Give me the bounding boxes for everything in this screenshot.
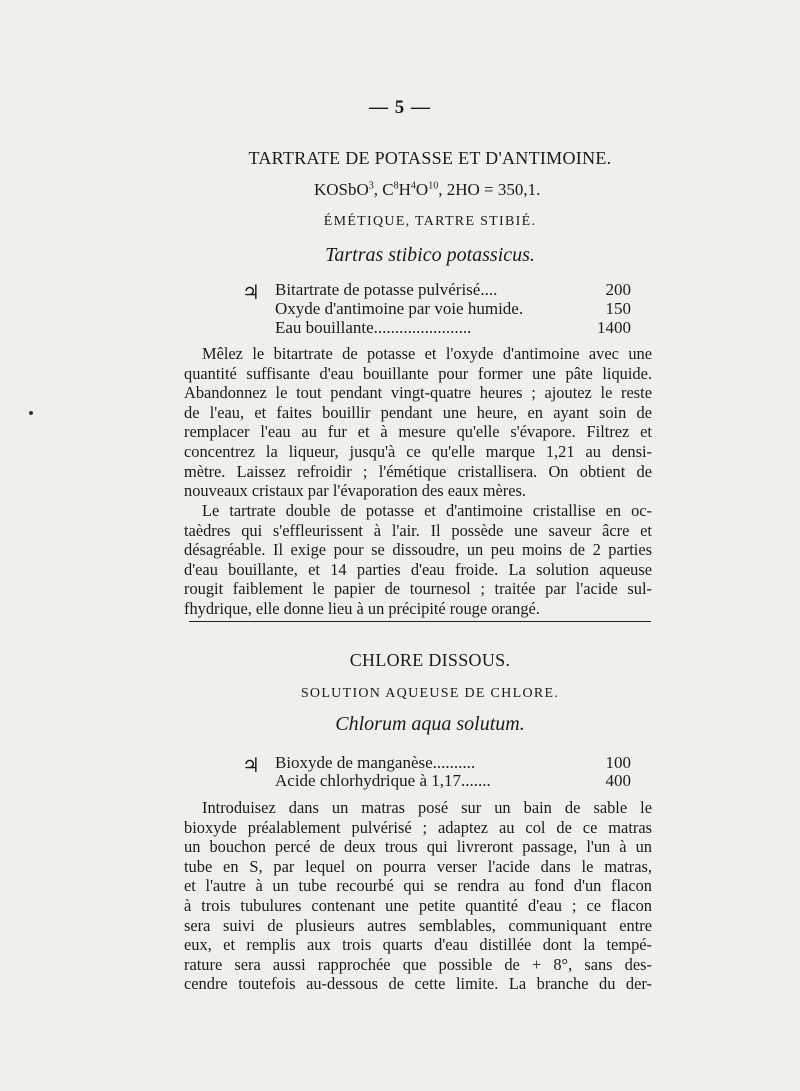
ingredient-qty: 400 (605, 771, 631, 790)
formula-part: KOSbO (314, 180, 369, 199)
ingredient-qty: 1400 (597, 318, 631, 337)
text-line: sera suivi de plusieurs autres semblables, communiquant entre (184, 915, 652, 935)
text-line: eux, et remplis aux trois quarts d'eau distillée dont la tempé- (184, 935, 652, 955)
latin-name-tartras: Tartras stibico potassicus. (325, 244, 535, 266)
formula-sup: 8 (393, 180, 399, 192)
text-line: quantité suffisante d'eau bouillante pour former une pâte liquide. (184, 363, 652, 383)
text-line: rature sera aussi rapprochée que possible de + 8°, sans des- (184, 954, 652, 974)
ingredient-name: Eau bouillante....................... (275, 318, 472, 337)
text-line: Abandonnez le tout pendant vingt-quatre heures ; ajoutez le reste (184, 383, 652, 403)
section-title-chlore: CHLORE DISSOUS. (349, 650, 511, 670)
text-line: d'eau bouillante, et 14 parties d'eau froide. La solution aqueuse (184, 559, 652, 579)
ingredient-row (275, 299, 631, 319)
formula-part: H (398, 180, 411, 199)
formula-part: O (415, 180, 429, 199)
text-line: et l'autre à un tube recourbé qui se rendra au fond d'un flacon (184, 876, 652, 896)
formula-sup: 4 (410, 180, 416, 192)
text-line: nouveaux cristaux par l'évaporation des eaux mères. (184, 481, 527, 501)
text-line: taèdres qui s'effleurissent à l'air. Il possède une saveur âcre et (184, 520, 652, 540)
ingredient-name: Acide chlorhydrique à 1,17....... (275, 771, 491, 790)
ingredient-name: Oxyde d'antimoine par voie humide. (275, 299, 524, 318)
recipe-symbol-icon: ♃ (242, 755, 260, 777)
text-line: mètre. Laissez refroidir ; l'émétique cristallisera. On obtient de (184, 461, 652, 481)
formula-part: , C (373, 180, 394, 199)
text-line: concentrez la liqueur, jusqu'à ce qu'elle marque 1,21 au densi- (184, 441, 652, 461)
ingredient-row (275, 280, 631, 300)
text-line: désagréable. Il exige pour se dissoudre, un peu moins de 2 parties (184, 540, 652, 560)
section-divider (189, 621, 651, 622)
chemical-formula (314, 180, 540, 200)
formula-sup: 3 (368, 180, 374, 192)
text-line: bioxyde préalablement pulvérisé ; adaptez au col de ce matras (184, 817, 652, 837)
text-line: à trois tubulures contenant une petite quantité d'eau ; ce flacon (184, 895, 652, 915)
section-title-tartrate: TARTRATE DE POTASSE ET D'ANTIMOINE. (248, 148, 612, 168)
section-subtitle-emetique: ÉMÉTIQUE, TARTRE STIBIÉ. (323, 214, 537, 229)
text-line: tube en S, par lequel on pourra verser l'acide dans le matras, (184, 856, 652, 876)
paper-speck (29, 411, 33, 415)
text-line: un bouchon percé de deux trous qui livreront passage, l'un à un (184, 837, 652, 857)
ingredient-row (275, 771, 631, 791)
ingredient-name: Bioxyde de manganèse.......... (275, 753, 476, 772)
ingredient-qty: 150 (605, 299, 631, 318)
text-line: Le tartrate double de potasse et d'antimoine cristallise en oc- (202, 501, 652, 520)
section-subtitle-solution: SOLUTION AQUEUSE DE CHLORE. (300, 686, 560, 701)
text-line: de l'eau, et faites bouillir pendant une heure, en ayant soin de (184, 402, 652, 422)
paragraph-preparation (184, 344, 652, 501)
formula-sup: 10 (428, 180, 439, 192)
ingredient-row (275, 753, 631, 773)
text-line: cendre toutefois au-dessous de cette limite. La branche du der- (184, 974, 652, 994)
ingredient-qty: 200 (605, 280, 631, 299)
paragraph-properties (184, 501, 652, 619)
recipe-symbol-icon: ♃ (242, 282, 260, 304)
formula-part: , 2HO = 350,1. (438, 180, 541, 199)
paragraph-chlorine-preparation (184, 798, 652, 994)
text-line: remplacer l'eau au fur et à mesure qu'elle s'évapore. Filtrez et (184, 422, 652, 442)
text-line: rougit faiblement le papier de tournesol ; traitée par l'acide sul- (184, 579, 652, 599)
ingredient-name: Bitartrate de potasse pulvérisé.... (275, 280, 498, 299)
ingredient-qty: 100 (605, 753, 631, 772)
page-number: — 5 — (369, 97, 431, 118)
latin-name-chlorum: Chlorum aqua solutum. (335, 713, 525, 735)
text-line: fhydrique, elle donne lieu à un précipité rouge orangé. (184, 598, 540, 618)
text-line: Mêlez le bitartrate de potasse et l'oxyde d'antimoine avec une (202, 344, 652, 363)
text-line: Introduisez dans un matras posé sur un bain de sable le (202, 798, 652, 817)
ingredient-row (275, 318, 631, 338)
